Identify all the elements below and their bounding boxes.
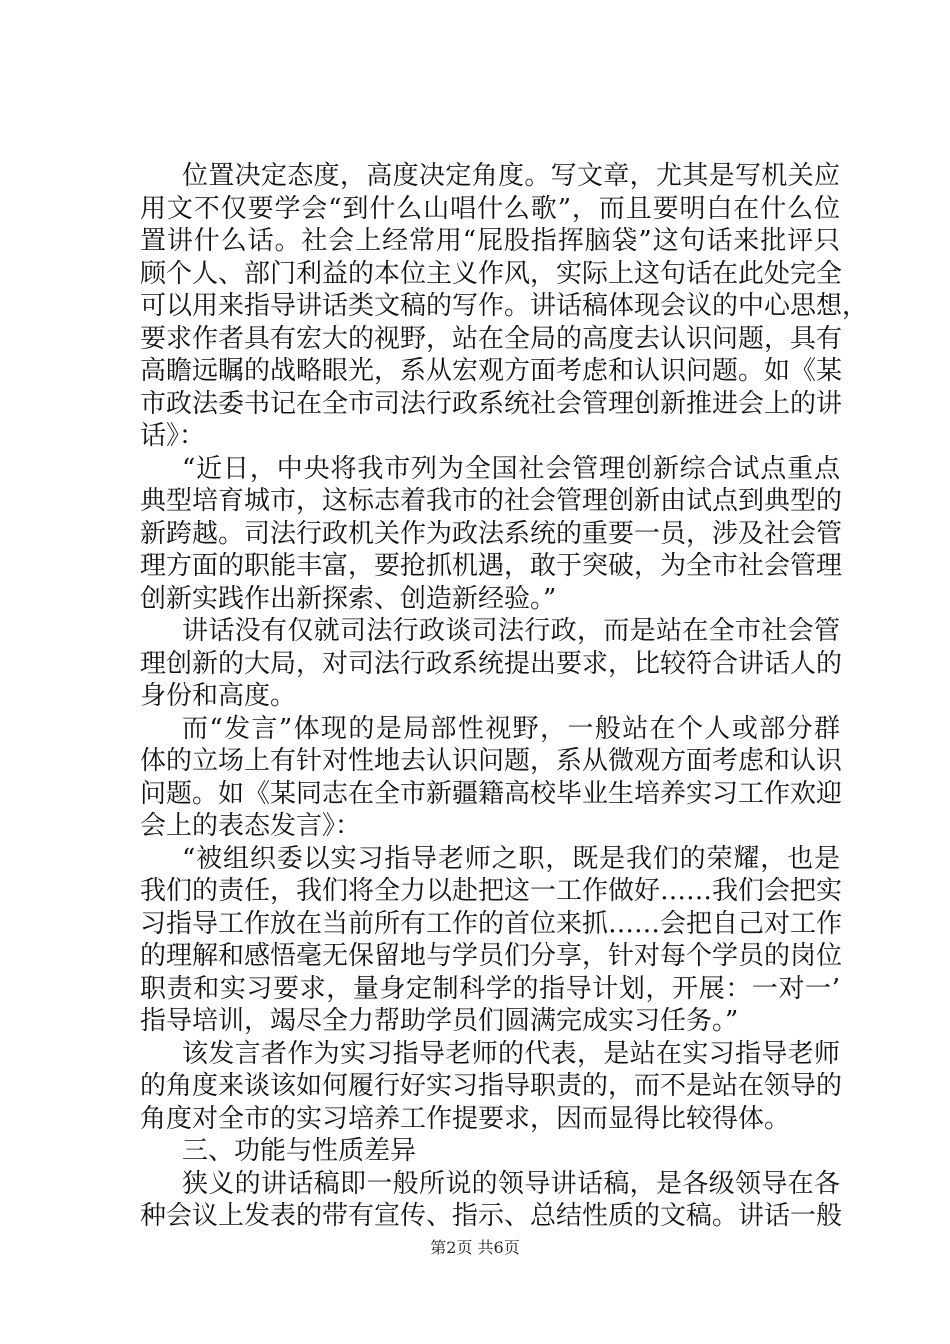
text-line: 理方面的职能丰富，要抢抓机遇，敢于突破，为全市社会管理 [140,551,843,581]
text-line: 要求作者具有宏大的视野，站在全局的高度去认识问题，具有 [140,323,843,354]
text-line: 指导培训，竭尽全力帮助学员们圆满完成实习任务。” [140,1006,739,1036]
text-line: 的角度来谈该如何履行好实习指导职责的，而不是站在领导的 [140,1071,843,1101]
text-line: 新跨越。司法行政机关作为政法系统的重要一员，涉及社会管 [140,518,843,549]
text-line: 身份和高度。 [140,681,297,711]
document-body [140,160,869,1233]
text-line: 典型培育城市，这标志着我市的社会管理创新由试点到典型的 [140,486,843,516]
page-footer: 第2页 共6页 [430,1238,520,1257]
text-line: 的理解和感悟毫无保留地与学员们分享，针对每个学员的岗位 [140,941,843,971]
text-line: 顾个人、部门利益的本位主义作风，实际上这句话在此处完全 [140,258,843,289]
text-line: 会上的表态发言》： [140,811,362,841]
text-line: 高瞻远瞩的战略眼光，系从宏观方面考虑和认识问题。如《某 [140,356,843,386]
text-line: 市政法委书记在全市司法行政系统社会管理创新推进会上的讲 [140,388,843,419]
text-line: 三、功能与性质差异 [182,1136,417,1166]
text-line: 话》： [140,421,206,451]
text-line: 角度对全市的实习培养工作提要求，因而显得比较得体。 [140,1103,791,1134]
text-line: 用文不仅要学会“到什么山唱什么歌”，而且要明白在什么位 [140,193,840,224]
text-line: 问题。如《某同志在全市新疆籍高校毕业生培养实习工作欢迎 [140,778,843,809]
text-line: “近日，中央将我市列为全国社会管理创新综合试点重点 [182,453,840,484]
text-line: 狭义的讲话稿即一般所说的领导讲话稿，是各级领导在各 [182,1168,840,1199]
text-line: 创新实践作出新探索、创造新经验。” [140,583,557,614]
text-line: 可以用来指导讲话类文稿的写作。讲话稿体现会议的中心思想， [140,291,869,321]
text-line: 该发言者作为实习指导老师的代表，是站在实习指导老师 [182,1038,840,1069]
text-line: “被组织委以实习指导老师之职，既是我们的荣耀，也是 [182,843,840,874]
text-line: 讲话没有仅就司法行政谈司法行政，而是站在全市社会管 [182,616,840,646]
text-line: 种会议上发表的带有宣传、指示、总结性质的文稿。讲话一般 [140,1201,843,1231]
text-line: 理创新的大局，对司法行政系统提出要求，比较符合讲话人的 [140,648,843,679]
text-line: 置讲什么话。社会上经常用“屁股指挥脑袋”这句话来批评只 [140,226,840,256]
text-line: 位置决定态度，高度决定角度。写文章，尤其是写机关应 [182,161,840,191]
text-line: 职责和实习要求，量身定制科学的指导计划，开展：一对一’ [140,973,840,1004]
text-line: 我们的责任，我们将全力以赴把这一工作做好……我们会把实 [140,876,843,906]
text-line: 习指导工作放在当前所有工作的首位来抓……会把自己对工作 [140,908,843,939]
text-line: 而“发言”体现的是局部性视野，一般站在个人或部分群 [182,713,840,744]
text-line: 体的立场上有针对性地去认识问题，系从微观方面考虑和认识 [140,746,843,776]
